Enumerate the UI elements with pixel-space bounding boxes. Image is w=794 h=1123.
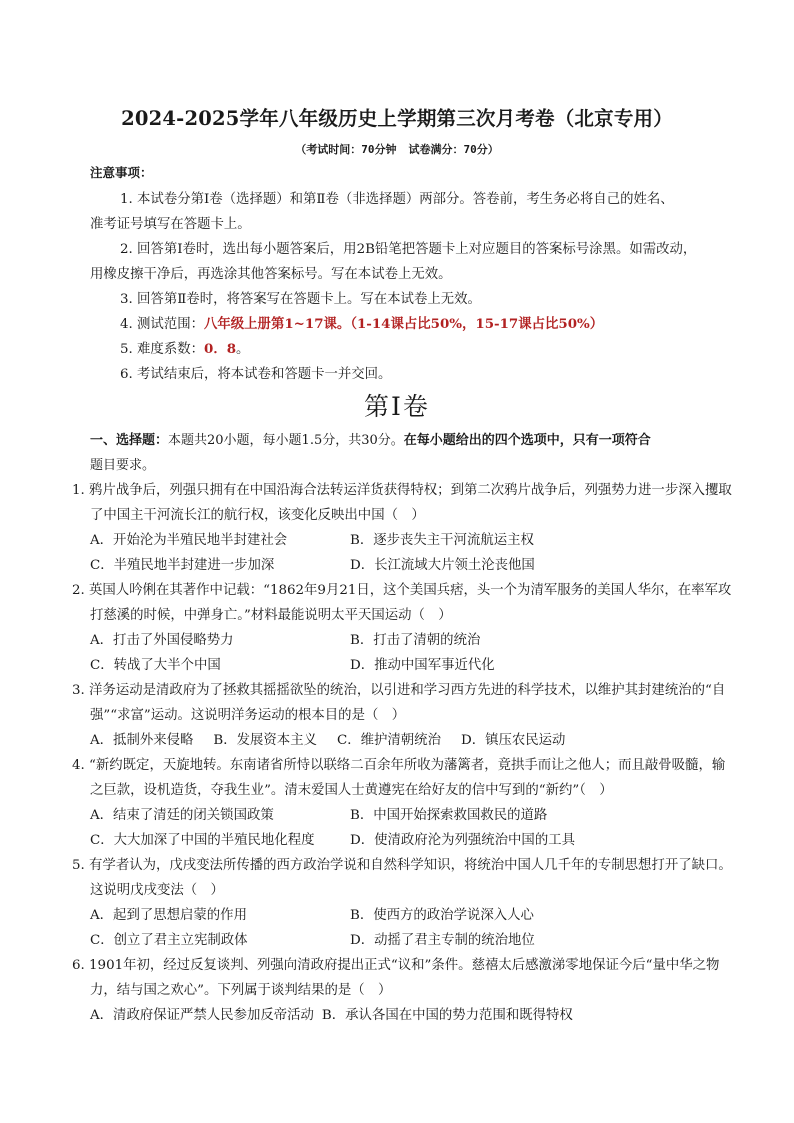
instr-line-2: 题目要求。 [90,458,156,473]
question-options [72,528,732,578]
question-5 [72,853,732,953]
difficulty-label: 5. 难度系数： [120,342,204,357]
difficulty-value: 0．8 [204,341,237,357]
notice-item-5 [90,337,720,362]
question-2 [72,578,732,678]
option-a: A．清政府保证严禁人民参加反帝活动 [90,1008,314,1023]
question-stem: 2. 英国人吟俐在其著作中记载：“1862年9月21日，这个美国兵痞，头一个为清军服务的美国人华尔，在率军攻打慈溪的时候，中弹身亡。”材料最能说明太平天国运动（ ） [72,583,732,623]
notice-item-6: 6. 考试结束后，将本试卷和答题卡一并交回。 [120,367,392,382]
option-a: A．结束了清廷的闭关锁国政策 [90,808,274,823]
question-stem: 3. 洋务运动是清政府为了拯救其摇摇欲坠的统治，以引进和学习西方先进的科学技术，以维护其封建统治的“自强”“求富”运动。这说明洋务运动的根本目的是（ ） [72,683,726,723]
option-c: C．维护清朝统治 [336,733,441,748]
question-options [72,1003,732,1028]
notice-item-2: 2. 回答第Ⅰ卷时，选出每小题答案后，用2B铅笔把答题卡上对应题目的答案标号涂黑。如需改动， [120,242,697,257]
question-options [72,728,732,753]
question-3 [72,678,732,753]
question-4 [72,753,732,853]
option-b: B．打击了清朝的统治 [350,633,481,648]
notice-item-2-cont: 用橡皮擦干净后，再选涂其他答案标号。写在本试卷上无效。 [90,267,452,282]
instr-normal: 本题共20小题，每小题1.5分，共30分。 [168,433,404,448]
question-options [72,903,732,953]
exam-subtitle [0,141,794,157]
scope-value: 八年级上册第1~17课。（1-14课占比50%，15-17课占比50%） [204,316,604,332]
option-b: B．使西方的政治学说深入人心 [350,908,534,923]
option-a: A．打击了外国侵略势力 [90,633,234,648]
question-stem: 6. 1901年初，经过反复谈判、列强向清政府提出正式“议和”条件。慈禧太后感激涕零地保证今后“量中华之物力，结与国之欢心”。下列属于谈判结果的是（ ） [72,958,720,998]
notice-item-4 [90,312,720,337]
question-stem: 4. “新约既定，天旋地转。东南诸省所恃以联络二百余年所收为藩篱者，竟拱手而让之他人；而且敲骨吸髓，输之巨款，设机造货，夺我生业”。清末爱国人士黄遵宪在给好友的信中写到的“新约”（ ） [72,758,726,798]
option-c: C．创立了君主立宪制政体 [90,933,248,948]
option-a: A．起到了思想启蒙的作用 [90,908,247,923]
option-d: D．动摇了君主专制的统治地位 [350,933,535,948]
option-d: D．使清政府沦为列强统治中国的工具 [350,833,575,848]
option-c: C．大大加深了中国的半殖民地化程度 [90,833,315,848]
option-d: D．推动中国军事近代化 [350,658,495,673]
question-stem: 5. 有学者认为，戊戌变法所传播的西方政治学说和自然科学知识，将统治中国人几千年的专制思想打开了缺口。这说明戊戌变法（ ） [72,858,732,898]
option-d: D．长江流域大片领土沦丧他国 [350,558,535,573]
option-c: C．半殖民地半封建进一步加深 [90,558,275,573]
option-b: B．中国开始探索救国救民的道路 [350,808,548,823]
section-instructions [90,428,720,478]
option-a: A．开始沦为半殖民地半封建社会 [90,533,288,548]
exam-time: （考试时间：70分钟 [295,143,397,156]
notice-item-1-cont: 准考证号填写在答题卡上。 [90,217,251,232]
option-d: D．镇压农民运动 [460,733,566,748]
question-list [72,478,732,1028]
notice-block [90,163,720,387]
exam-title: 2024-2025学年八年级历史上学期第三次月考卷（北京专用） [121,107,673,130]
notice-item-1: 1. 本试卷分第Ⅰ卷（选择题）和第Ⅱ卷（非选择题）两部分。答卷前，考生务必将自己的姓名、 [120,192,674,207]
option-a: A．抵制外来侵略 [90,733,194,748]
notice-item-3: 3. 回答第Ⅱ卷时，将答案写在答题卡上。写在本试卷上无效。 [120,292,481,307]
question-stem: 1. 鸦片战争后，列强只拥有在中国沿海合法转运洋货获得特权；到第二次鸦片战争后，列强势力进一步深入攫取了中国主干河流长江的航行权，该变化反映出中国（ ） [72,483,732,523]
option-b: B．逐步丧失主干河流航运主权 [350,533,534,548]
scope-label: 4. 测试范围： [120,317,204,332]
instr-bold-2: 在每小题给出的四个选项中，只有一项符合 [403,433,651,448]
question-options [72,628,732,678]
question-options [72,803,732,853]
option-b: B．发展资本主义 [213,733,317,748]
exam-score: 试卷满分：70分） [408,143,499,156]
option-b: B．承认各国在中国的势力范围和既得特权 [321,1008,573,1023]
question-1 [72,478,732,578]
question-6 [72,953,732,1028]
option-c: C．转战了大半个中国 [90,658,221,673]
difficulty-suffix: 。 [236,342,250,357]
notice-heading: 注意事项： [90,165,153,180]
section-title: 第Ⅰ卷 [364,392,430,421]
instr-bold: 一、选择题： [90,433,169,448]
